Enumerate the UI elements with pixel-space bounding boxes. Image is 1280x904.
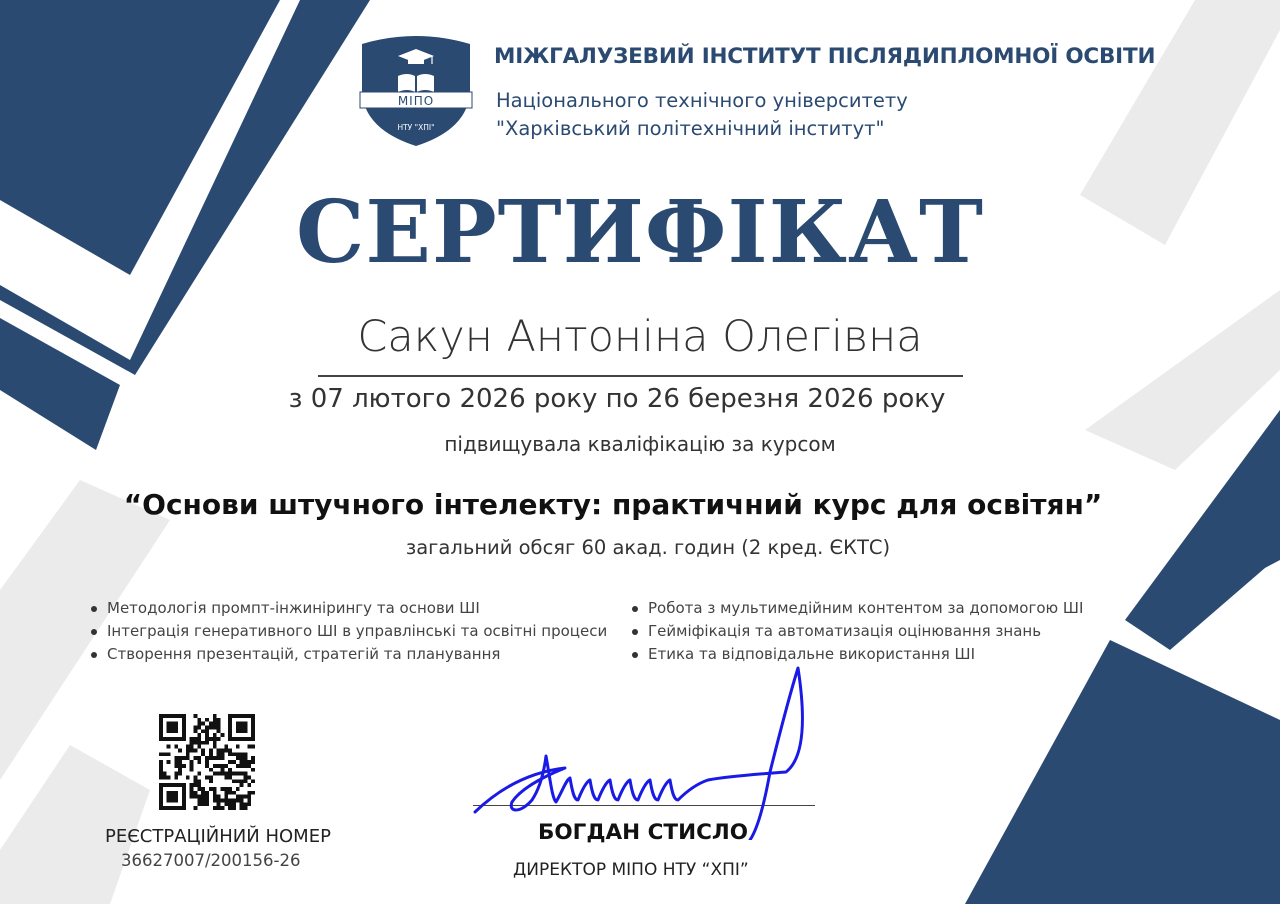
registration-label: РЕЄСТРАЦІЙНИЙ НОМЕР [105, 826, 331, 847]
list-item: Методологія промпт-інжинірингу та основи ШІ [87, 597, 607, 620]
list-item: Інтеграція генеративного ШІ в управлінські та освітні процеси [87, 620, 607, 643]
list-item: Гейміфікація та автоматизація оцінювання знань [628, 620, 1083, 643]
university-name-line2: "Харківський політехнічний інститут" [496, 117, 885, 140]
certificate-title: СЕРТИФІКАТ [295, 182, 984, 283]
director-signature [460, 660, 820, 840]
qr-code[interactable] [159, 714, 255, 810]
svg-text:МІПО: МІПО [397, 94, 435, 108]
gray-band-left-bottom [0, 745, 150, 904]
recipient-underline [318, 375, 963, 377]
institute-title: МІЖГАЛУЗЕВИЙ ІНСТИТУТ ПІСЛЯДИПЛОМНОЇ ОСВІТИ [494, 44, 1156, 69]
topics-list-right [628, 597, 1083, 666]
svg-text:НТУ "ХПІ": НТУ "ХПІ" [397, 123, 435, 132]
course-volume: загальний обсяг 60 акад. годин (2 кред. ЄКТС) [405, 536, 891, 559]
navy-band-right-bottom [965, 640, 1280, 904]
signer-title: ДИРЕКТОР МІПО НТУ “ХПІ” [513, 860, 749, 880]
topics-list-left [87, 597, 607, 666]
registration-number: 36627007/200156-26 [121, 851, 301, 870]
list-item: Створення презентацій, стратегій та планування [87, 643, 607, 666]
list-item: Етика та відповідальне використання ШІ [628, 643, 1083, 666]
university-name-line1: Національного технічного університету [496, 89, 908, 112]
training-period: з 07 лютого 2026 року по 26 березня 2026 року [288, 384, 946, 414]
recipient-name: Сакун Антоніна Олегівна [357, 312, 923, 362]
list-item: Робота з мультимедійним контентом за допомогою ШІ [628, 597, 1083, 620]
course-name: “Основи штучного інтелекту: практичний курс для освітян” [123, 488, 1103, 521]
institute-emblem-shield-icon [358, 36, 474, 148]
qualification-statement: підвищувала кваліфікацію за курсом [444, 432, 836, 456]
signer-name: БОГДАН СТИСЛО [538, 820, 748, 845]
